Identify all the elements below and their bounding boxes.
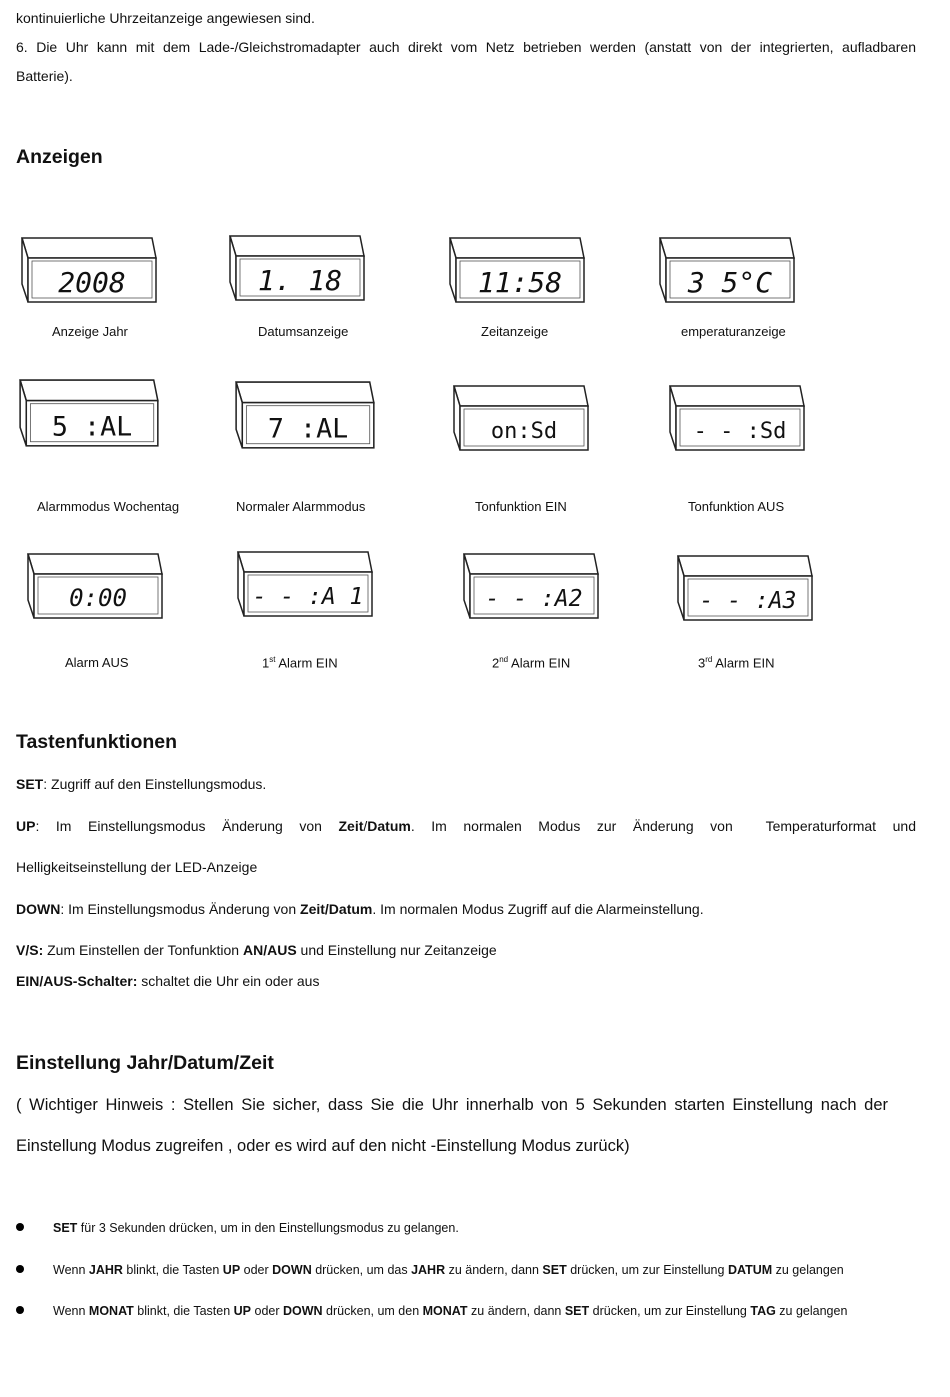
key-text: : Im Einstellungsmodus Änderung von: [35, 818, 339, 834]
display-text: 11:58: [477, 266, 563, 299]
key-bold: MONAT: [422, 1304, 468, 1318]
bullet-text: zu gelangen: [772, 1263, 844, 1277]
clock-display-time: [448, 236, 588, 308]
display-text: - - :A2: [485, 586, 583, 612]
bullet-text: drücken, um zur Einstellung: [566, 1263, 728, 1277]
heading-tastenfunktionen: Tastenfunktionen: [16, 731, 178, 753]
clock-display-temperature: [658, 236, 798, 308]
key-label: UP: [16, 818, 36, 834]
display-text: on:Sd: [490, 419, 558, 444]
key-bold: Zeit/Datum: [300, 901, 373, 917]
caption-alarm-3-ein: [698, 655, 774, 670]
key-bold: JAHR: [88, 1263, 123, 1277]
important-note: ( Wichtiger Hinweis : Stellen Sie sicher, dass Sie die Uhr innerhalb von 5 Sekunden starten Einstellung nach der Einstellung Modus zugreifen , oder es wird auf den nicht -Einstellung Modus zurück): [16, 1096, 888, 1155]
intro-item-6-end: [16, 62, 916, 91]
item-6-text: 6. Die Uhr kann mit dem Lade-/Gleichstromadapter auch direkt vom Netz betrieben werden (anstatt von der integrierten, aufladbaren: [16, 39, 916, 55]
caption-alarm-2-ein: [492, 655, 570, 670]
intro-line: [16, 4, 916, 33]
clock-display-year: [20, 236, 160, 308]
key-text: und Einstellung nur Zeitanzeige: [296, 942, 497, 958]
bullet-text: Wenn: [53, 1304, 89, 1318]
key-bold: TAG: [750, 1304, 776, 1318]
display-text: - - :A3: [699, 588, 797, 614]
display-text: 3 5°C: [687, 266, 773, 299]
bullet-text: zu ändern, dann: [445, 1263, 543, 1277]
bullet-text: drücken, um zur Einstellung: [589, 1304, 751, 1318]
key-bold: UP: [233, 1304, 252, 1318]
caption-sup: rd: [705, 655, 713, 664]
clock-display-alarm-weekday: [18, 378, 162, 452]
clock-display-date: [228, 234, 368, 306]
key-bold: Zeit: [338, 818, 364, 834]
key-vs-description: [16, 942, 497, 958]
key-text: . Im normalen Modus zur Änderung von Temperaturformat und: [410, 818, 916, 834]
intro-text: kontinuierliche Uhrzeitanzeige angewiesen sind.: [16, 10, 315, 26]
caption-rest: Alarm EIN: [275, 655, 338, 671]
key-bold: UP: [222, 1263, 241, 1277]
caption-tonfunktion-ein: Tonfunktion EIN: [475, 499, 567, 514]
key-bold: SET: [542, 1263, 567, 1277]
caption-tonfunktion-aus: Tonfunktion AUS: [688, 499, 785, 514]
key-bold: SET: [53, 1221, 78, 1235]
caption-rest: Alarm EIN: [712, 655, 775, 671]
caption-alarm-aus: Alarm AUS: [65, 655, 129, 670]
bullet-dot-icon: [16, 1306, 24, 1314]
clock-display-sound-on: [452, 384, 592, 456]
display-text: 0:00: [69, 584, 127, 612]
bullet-text: drücken, um das: [311, 1263, 412, 1277]
bullet-text: für 3 Sekunden drücken, um in den Einstellungsmodus zu gelangen.: [77, 1221, 459, 1235]
key-label: V/S:: [16, 942, 44, 958]
key-power-switch-description: [16, 973, 319, 989]
caption-zeitanzeige: Zeitanzeige: [481, 324, 549, 339]
clock-display-alarm-off: [26, 552, 166, 624]
caption-datumsanzeige: Datumsanzeige: [258, 324, 349, 339]
key-bold: Datum: [367, 818, 411, 834]
bullet-text: blinkt, die Tasten: [133, 1304, 234, 1318]
key-bold: SET: [564, 1304, 590, 1318]
caption-num: 1: [262, 655, 270, 671]
bullet-text: zu gelangen: [775, 1304, 848, 1318]
display-text: 2008: [58, 266, 126, 299]
caption-num: 2: [492, 655, 500, 671]
key-up-description: [16, 818, 916, 834]
key-label: EIN/AUS-Schalter:: [16, 973, 138, 989]
bullet-text: blinkt, die Tasten: [122, 1263, 223, 1277]
intro-item-6: [16, 33, 916, 62]
key-bold: DOWN: [283, 1304, 323, 1318]
heading-einstellung: Einstellung Jahr/Datum/Zeit: [16, 1052, 274, 1074]
caption-sup: nd: [499, 655, 509, 664]
key-down-description: [16, 901, 704, 917]
bullet-text: oder: [251, 1304, 283, 1318]
caption-alarmmodus-wochentag: Alarmmodus Wochentag: [37, 499, 180, 514]
key-up-description-cont: Helligkeitseinstellung der LED-Anzeige: [16, 859, 258, 875]
key-text: /: [363, 818, 368, 834]
bullet-dot-icon: [16, 1223, 24, 1231]
display-text: - - :Sd: [693, 419, 787, 444]
bullet-text: Wenn: [53, 1263, 89, 1277]
bullet-text: zu ändern, dann: [467, 1304, 565, 1318]
bullet-item-set: [16, 1221, 459, 1235]
bullet-text: drücken, um den: [322, 1304, 423, 1318]
key-text: : Zugriff auf den Einstellungsmodus.: [43, 776, 267, 792]
key-text: : Im Einstellungsmodus Änderung von: [60, 901, 301, 917]
key-bold: DATUM: [727, 1263, 773, 1277]
clock-display-alarm-2: [462, 552, 602, 624]
caption-anzeige-jahr: Anzeige Jahr: [52, 324, 128, 339]
caption-rest: Alarm EIN: [508, 655, 571, 671]
key-bold: MONAT: [88, 1304, 134, 1318]
caption-num: 3: [698, 655, 706, 671]
item-6-end-text: Batterie).: [16, 68, 73, 84]
key-text: . Im normalen Modus Zugriff auf die Alarmeinstellung.: [372, 901, 704, 917]
bullet-item-jahr: [16, 1263, 844, 1277]
key-bold: AN/AUS: [242, 942, 297, 958]
key-set-description: [16, 776, 266, 792]
key-text: Zum Einstellen der Tonfunktion: [43, 942, 243, 958]
display-text: 1. 18: [257, 264, 343, 297]
bullet-text: oder: [240, 1263, 273, 1277]
caption-temperaturanzeige: emperaturanzeige: [681, 324, 786, 339]
key-label: SET: [16, 776, 44, 792]
key-label: DOWN: [16, 901, 61, 917]
key-bold: JAHR: [411, 1263, 446, 1277]
caption-sup: st: [269, 655, 276, 664]
caption-normaler-alarmmodus: Normaler Alarmmodus: [236, 499, 366, 514]
key-bold: DOWN: [272, 1263, 312, 1277]
clock-display-alarm-1: [236, 550, 376, 622]
display-text: 7 :AL: [267, 413, 349, 445]
key-text: schaltet die Uhr ein oder aus: [137, 973, 320, 989]
bullet-item-monat: [16, 1304, 847, 1318]
display-text: - - :A 1: [252, 584, 364, 610]
heading-anzeigen: Anzeigen: [16, 146, 103, 168]
clock-display-normal-alarm: [234, 380, 378, 454]
clock-display-alarm-3: [676, 554, 816, 626]
clock-display-sound-off: [668, 384, 808, 456]
caption-alarm-1-ein: [262, 655, 338, 670]
display-text: 5 :AL: [51, 411, 133, 443]
bullet-dot-icon: [16, 1265, 24, 1273]
